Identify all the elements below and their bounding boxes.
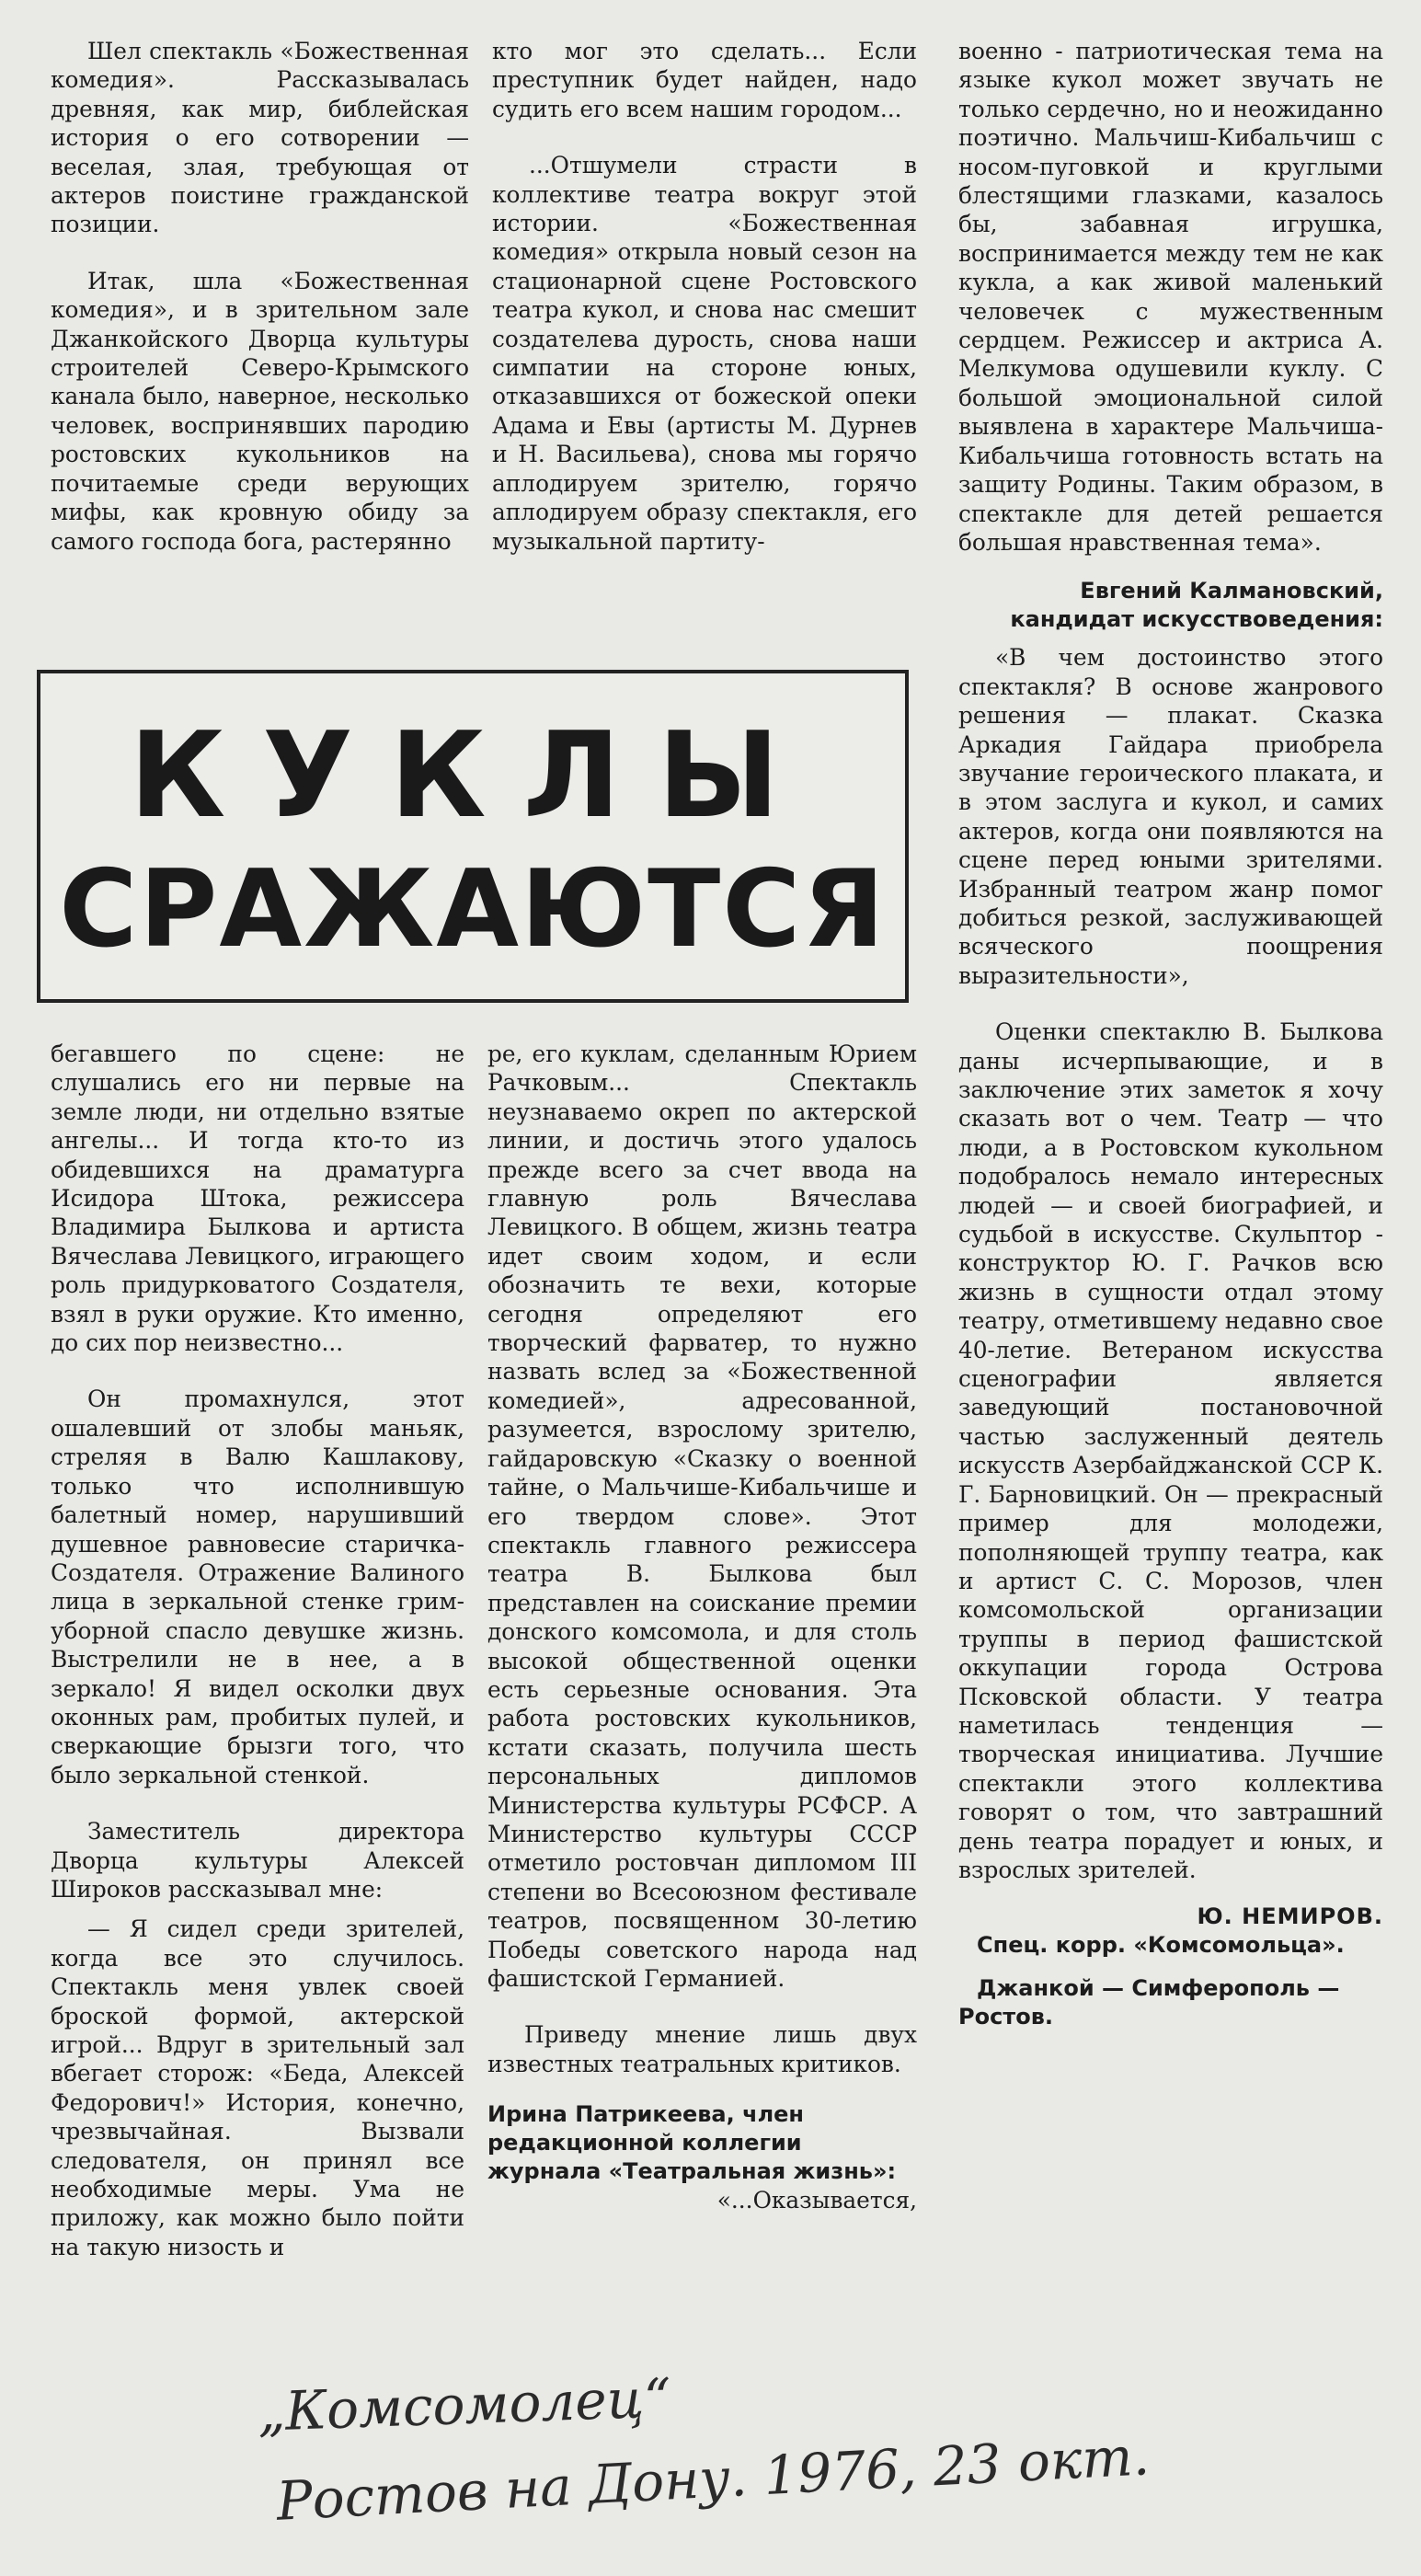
paragraph: Приведу мнение лишь двух известных театральных критиков. xyxy=(487,2021,917,2077)
headline-line-1: КУКЛЫ xyxy=(129,707,817,845)
paragraph: ...Отшумели страсти в коллективе театра вокруг этой истории. «Божественная комедия» открыла новый сезон на стационарной сцене Ростовского театра кукол, и снова нас смешит создателева дурость, снова наши симпатии на стороне юных, отказавшихся от божеской опеки Адама и Евы (артисты М. Дурнев и Н. Васильева), снова мы горячо аплодируем зрителю, горячо аплодируем образу спектакля, его музыкальной партиту- xyxy=(492,152,917,555)
right-column xyxy=(958,37,1383,2031)
paragraph: Оценки спектаклю В. Былкова даны исчерпывающие, и в заключение этих заметок я хочу сказать вот о чем. Театр — что люди, а в Ростовском кукольном подобралось немало интересных людей — и своей биографией, и судьбой в искусстве. Скульптор - конструктор Ю. Г. Рачков всю жизнь в сущности отдал этому театру, отметившему недавно свое 40-летие. Ветераном искусства сценографии является заведующий постановочной частью заслуженный деятель искусств Азербайджанской ССР К. Г. Барновицкий. Он — прекрасный пример для молодежи, пополняющей труппу театра, как и артист С. С. Морозов, член комсомольской организации труппы в период фашистской оккупации города Острова Псковской области. У театра наметилась тенденция — творческая инициатива. Лучшие спектакли этого коллектива говорят о том, что завтрашний день театра порадует и юных, и взрослых зрителей. xyxy=(958,1018,1383,1883)
handwritten-source: „Комсомолец“ xyxy=(256,2366,672,2444)
author-name: Ю. НЕМИРОВ. xyxy=(1197,1903,1383,1930)
bottom-column-1 xyxy=(51,1040,464,2261)
top-column-1 xyxy=(51,37,469,556)
critic-byline: Евгений Калмановский, кандидат искусствоведения: xyxy=(1010,578,1383,633)
author-role: Спец. корр. «Комсомольца». xyxy=(977,1932,1345,1959)
bottom-column-2 xyxy=(487,1040,917,2215)
paragraph: ре, его куклам, сделанным Юрием Рачковым... Спектакль неузнаваемо окреп по актерской линии, и достичь этого удалось прежде всего за счет ввода на главную роль Вячеслава Левицкого. В общем, жизнь театра идет своим ходом, и если обозначить те вехи, которые сегодня определяют его творческий фарватер, то нужно назвать вслед за «Божественной комедией», адресованной, разумеется, взрослому зрителю, гайдаровскую «Сказку о военной тайне, о Мальчише-Кибальчише и его твердом слове». Этот спектакль главного режиссера театра В. Былкова был представлен на соискание премии донского комсомола, и для столь высокой общественной оценки есть серьезные основания. Эта работа ростовских кукольников, кстати сказать, получила шесть персональных дипломов Министерства культуры РСФСР. А Министерство культуры СССР отметило ростовчан дипломом III степени во Всесоюзном фестивале театров, посвященном 30-летию Победы советского народа над фашистской Германией. xyxy=(487,1041,917,1992)
paragraph: «В чем достоинство этого спектакля? В основе жанрового решения — плакат. Сказка Аркадия Гайдара приобрела звучание героического плаката, и в этом заслуга и кукол, и самих актеров, когда они появляются на сцене перед юными зрителями. Избранный театром жанр помог добиться резкой, заслуживающей всяческого поощрения выразительности», xyxy=(958,644,1383,989)
handwritten-date: Ростов на Дону. 1976, 23 окт. xyxy=(274,2424,1152,2533)
paragraph: кто мог это сделать... Если преступник будет найден, надо судить его всем нашим городом... xyxy=(492,38,917,122)
paragraph: бегавшего по сцене: не слушались его ни первые на земле люди, ни отдельно взятые ангелы... И тогда кто-то из обидевшихся на драматурга Исидора Штока, режиссера Владимира Былкова и артиста Вячеслава Левицкого, играющего роль придурковатого Создателя, взял в руки оружие. Кто именно, до сих пор неизвестно... xyxy=(51,1041,464,1357)
top-column-2 xyxy=(492,37,917,556)
paragraph: Итак, шла «Божественная комедия», и в зрительном зале Джанкойского Дворца культуры строителей Северо-Крымского канала было, наверное, несколько человек, воспринявших пародию ростовских кукольников на почитаемые среди верующих мифы, как кровную обиду за самого господа бога, растерянно xyxy=(51,267,469,555)
paragraph: Заместитель директора Дворца культуры Алексей Широков рассказывал мне: xyxy=(51,1818,464,1903)
critic-byline: Ирина Патрикеева, член редакционной коллегии журнала «Театральная жизнь»: xyxy=(487,2101,897,2185)
paragraph: — Я сидел среди зрителей, когда все это случилось. Спектакль меня увлек своей броской формой, актерской игрой... Вдруг в зрительный зал вбегает сторож: «Беда, Алексей Федорович!» История, конечно, чрезвычайная. Вызвали следователя, он принял все необходимые меры. Ума не приложу, как можно было пойти на такую низость и xyxy=(51,1915,464,2260)
quote-start: «...Оказывается, xyxy=(716,2187,917,2214)
paragraph: Шел спектакль «Божественная комедия». Рассказывалась древняя, как мир, библейская история о его сотворении — веселая, злая, требующая от актеров поистине гражданской позиции. xyxy=(51,38,469,238)
headline-box xyxy=(37,670,909,1003)
paragraph: военно - патриотическая тема на языке кукол может звучать не только сердечно, но и неожиданно поэтично. Мальчиш-Кибальчиш с носом-пуговкой и круглыми блестящими глазками, казалось бы, забавная игрушка, воспринимается между тем не как кукла, а как живой маленький человечек с мужественным сердцем. Режиссер и актриса А. Мелкумова одушевили куклу. С большой эмоциональной силой выявлена в характере Мальчиша-Кибальчиша готовность встать на защиту Родины. Таким образом, в спектакле для детей решается большая нравственная тема». xyxy=(958,38,1383,556)
dateline: Джанкой — Симферополь — Ростов. xyxy=(958,1975,1340,2030)
headline-line-2: СРАЖАЮТСЯ xyxy=(59,847,887,972)
paragraph: Он промахнулся, этот ошалевший от злобы маньяк, стреляя в Валю Кашлакову, только что исполнившую балетный номер, нарушивший душевное равновесие старичка-Создателя. Отражение Валиного лица в зеркальной стенке грим-уборной спасло девушке жизнь. Выстрелили не в нее, а в зеркало! Я видел осколки двух оконных рам, пробитых пулей, и сверкающие брызги того, что было зеркальной стенкой. xyxy=(51,1386,464,1788)
signature xyxy=(958,1903,1383,2031)
